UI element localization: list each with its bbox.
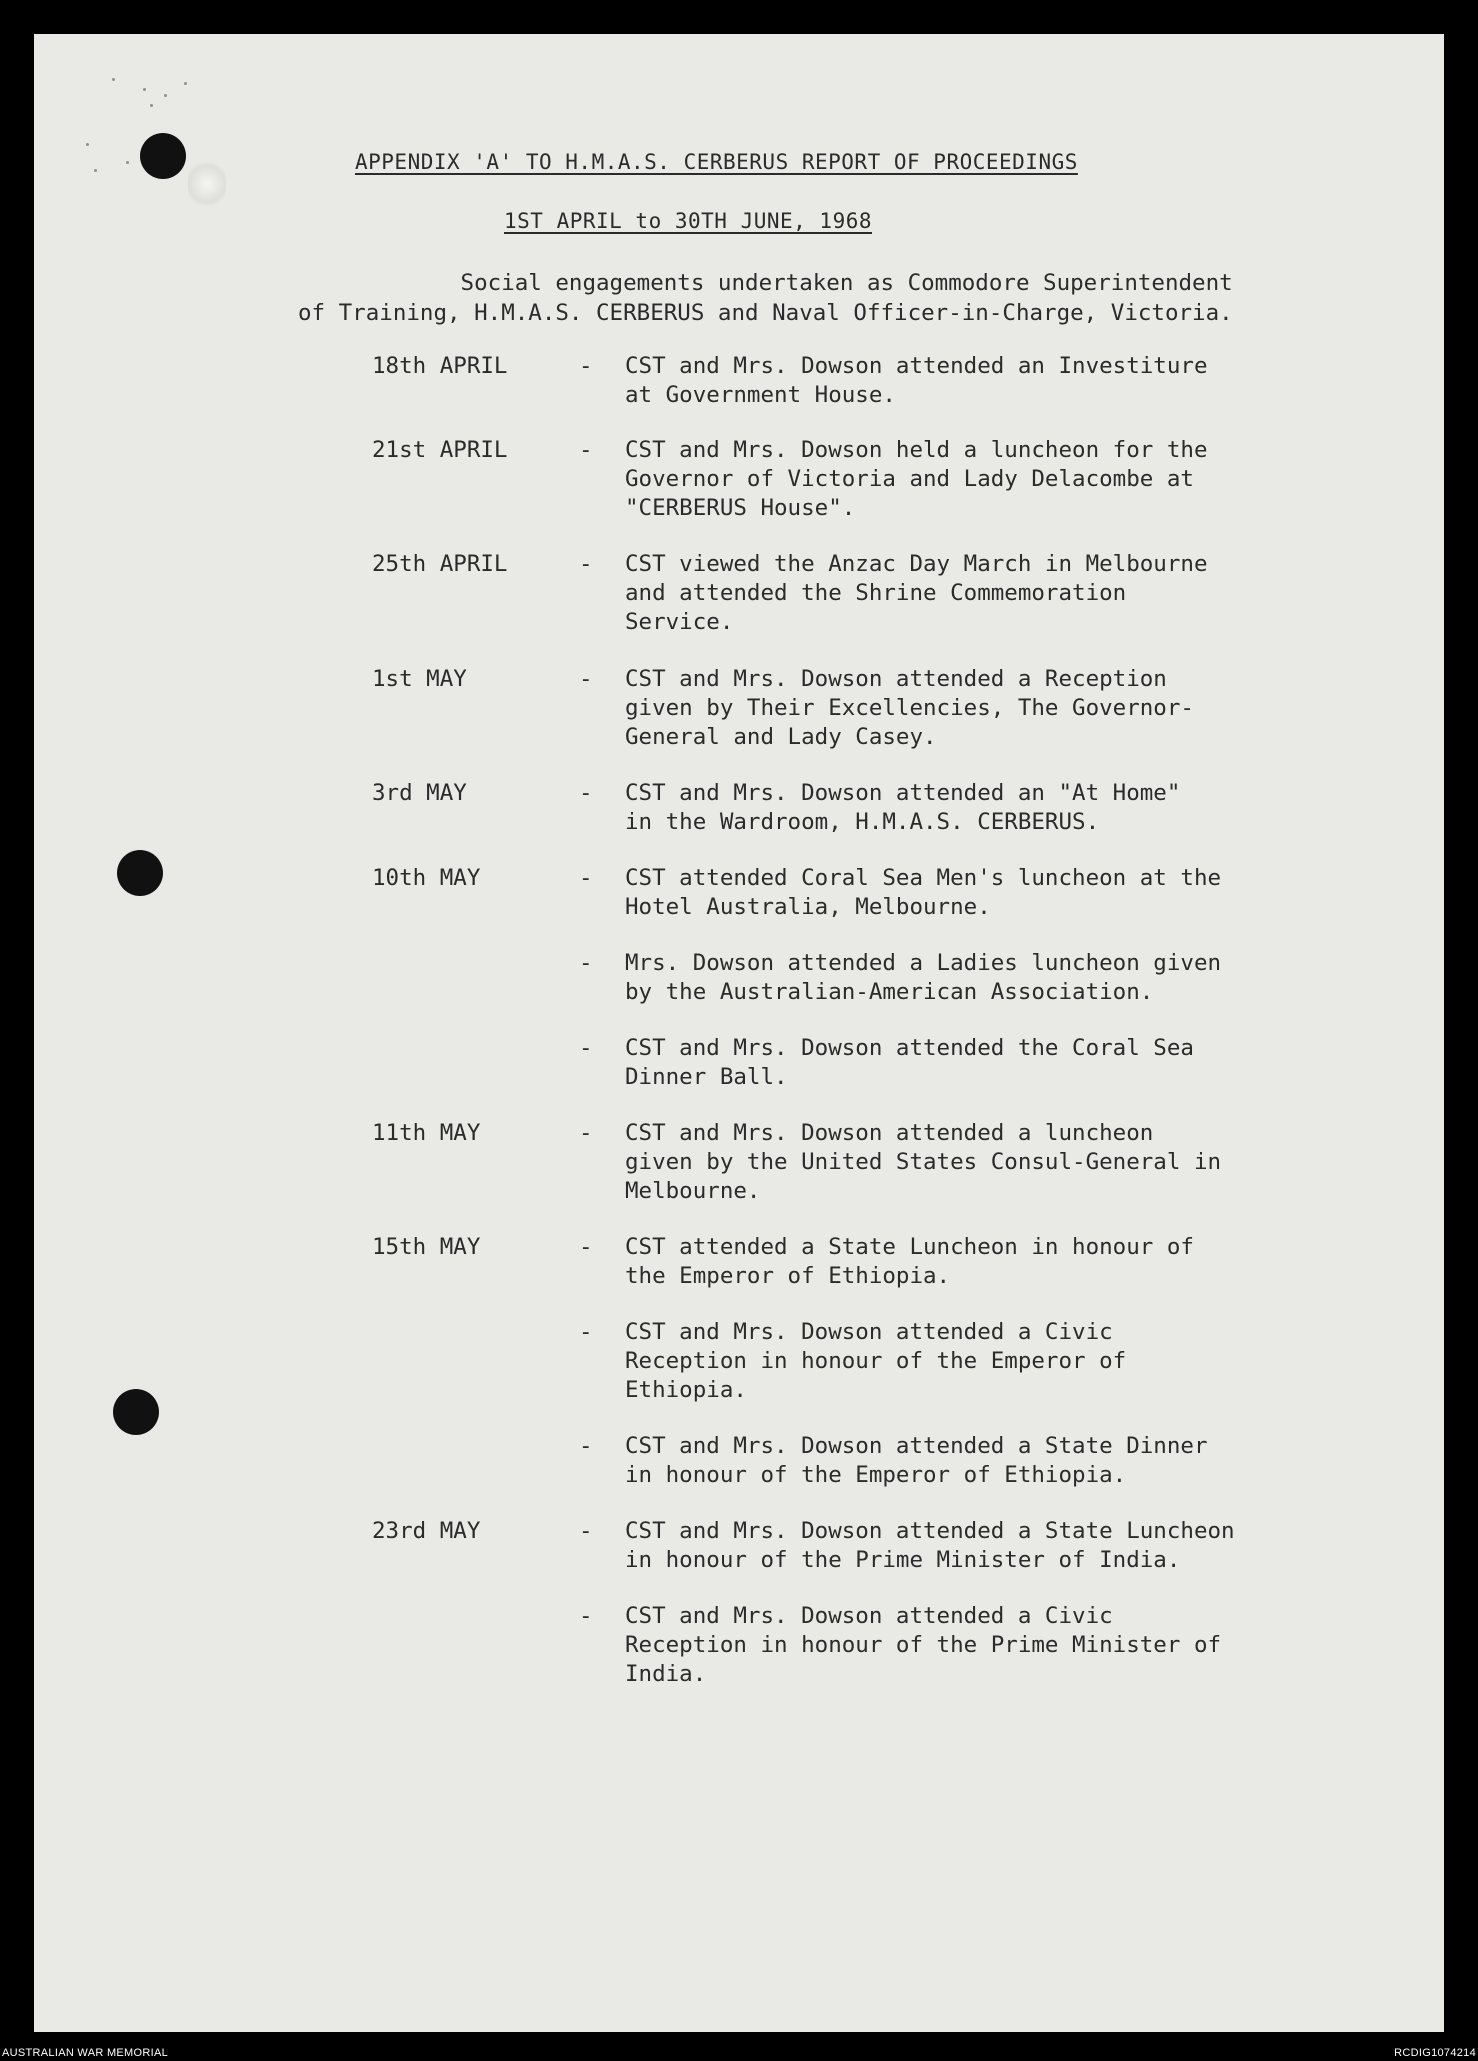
paper-speck xyxy=(143,88,146,91)
entry-dash: - xyxy=(579,666,593,692)
entry-dash: - xyxy=(579,1035,593,1061)
paper-speck xyxy=(86,143,89,146)
paper-speck xyxy=(164,94,167,97)
engagement-date: 11th MAY xyxy=(372,1120,481,1146)
entry-dash: - xyxy=(579,1120,593,1146)
engagement-date: 1st MAY xyxy=(372,666,467,692)
entry-dash: - xyxy=(579,865,593,891)
engagement-date: 25th APRIL xyxy=(372,551,508,577)
punch-hole-middle xyxy=(117,850,163,896)
engagement-date: 23rd MAY xyxy=(372,1518,481,1544)
document-period: 1ST APRIL to 30TH JUNE, 1968 xyxy=(504,209,873,233)
engagement-description: CST and Mrs. Dowson attended an "At Home" in the Wardroom, H.M.A.S. CERBERUS. xyxy=(625,780,1181,835)
engagement-description: CST and Mrs. Dowson attended a Reception given by Their Excellencies, The Governor- General and Lady Casey. xyxy=(625,666,1194,750)
engagement-description: CST and Mrs. Dowson attended a luncheon given by the United States Consul-General in Melbourne. xyxy=(625,1120,1222,1204)
engagement-date: 3rd MAY xyxy=(372,780,467,806)
footer-archive-name: AUSTRALIAN WAR MEMORIAL xyxy=(2,2047,169,2059)
engagement-description: CST and Mrs. Dowson attended a State Dinner in honour of the Emperor of Ethiopia. xyxy=(625,1433,1208,1488)
paper-speck xyxy=(184,82,187,85)
engagement-date: 18th APRIL xyxy=(372,353,508,379)
engagement-description: CST attended Coral Sea Men's luncheon at the Hotel Australia, Melbourne. xyxy=(625,865,1222,920)
engagement-date: 10th MAY xyxy=(372,865,481,891)
engagement-description: CST and Mrs. Dowson attended an Investiture at Government House. xyxy=(625,353,1208,408)
entry-dash: - xyxy=(579,1319,593,1345)
engagement-description: CST and Mrs. Dowson attended a State Luncheon in honour of the Prime Minister of India. xyxy=(625,1518,1235,1573)
entry-dash: - xyxy=(579,1518,593,1544)
entry-dash: - xyxy=(579,1234,593,1260)
engagement-date: 21st APRIL xyxy=(372,437,508,463)
engagement-description: CST viewed the Anzac Day March in Melbourne and attended the Shrine Commemoration Service. xyxy=(625,551,1208,635)
document-title: APPENDIX 'A' TO H.M.A.S. CERBERUS REPORT OF PROCEEDINGS xyxy=(355,150,1078,174)
entry-dash: - xyxy=(579,551,593,577)
paper-speck xyxy=(112,78,115,81)
engagement-description: CST and Mrs. Dowson attended a Civic Reception in honour of the Emperor of Ethiopia. xyxy=(625,1319,1127,1403)
paper-speck xyxy=(126,161,129,164)
paper-speck xyxy=(94,169,97,172)
entry-dash: - xyxy=(579,1603,593,1629)
engagement-description: CST and Mrs. Dowson attended a Civic Reception in honour of the Prime Minister of India. xyxy=(625,1603,1222,1687)
engagement-date: 15th MAY xyxy=(372,1234,481,1260)
document-page xyxy=(34,34,1444,2032)
engagement-description: CST attended a State Luncheon in honour of the Emperor of Ethiopia. xyxy=(625,1234,1194,1289)
engagement-description: CST and Mrs. Dowson held a luncheon for the Governor of Victoria and Lady Delacombe at "CERBERUS House". xyxy=(625,437,1208,521)
paper-speck xyxy=(150,104,153,107)
entry-dash: - xyxy=(579,950,593,976)
entry-dash: - xyxy=(579,1433,593,1459)
engagement-description: CST and Mrs. Dowson attended the Coral Sea Dinner Ball. xyxy=(625,1035,1194,1090)
entry-dash: - xyxy=(579,353,593,379)
punch-hole-top xyxy=(140,133,186,179)
entry-dash: - xyxy=(579,780,593,806)
entry-dash: - xyxy=(579,437,593,463)
intro-paragraph: Social engagements undertaken as Commodore Superintendent of Training, H.M.A.S. CERBERUS and Naval Officer-in-Charge, Victoria. xyxy=(298,270,1233,326)
punch-hole-bottom xyxy=(113,1389,159,1435)
paper-crease-mark xyxy=(188,160,226,208)
engagement-description: Mrs. Dowson attended a Ladies luncheon given by the Australian-American Association. xyxy=(625,950,1222,1005)
footer-reference-id: RCDIG1074214 xyxy=(1394,2047,1476,2059)
